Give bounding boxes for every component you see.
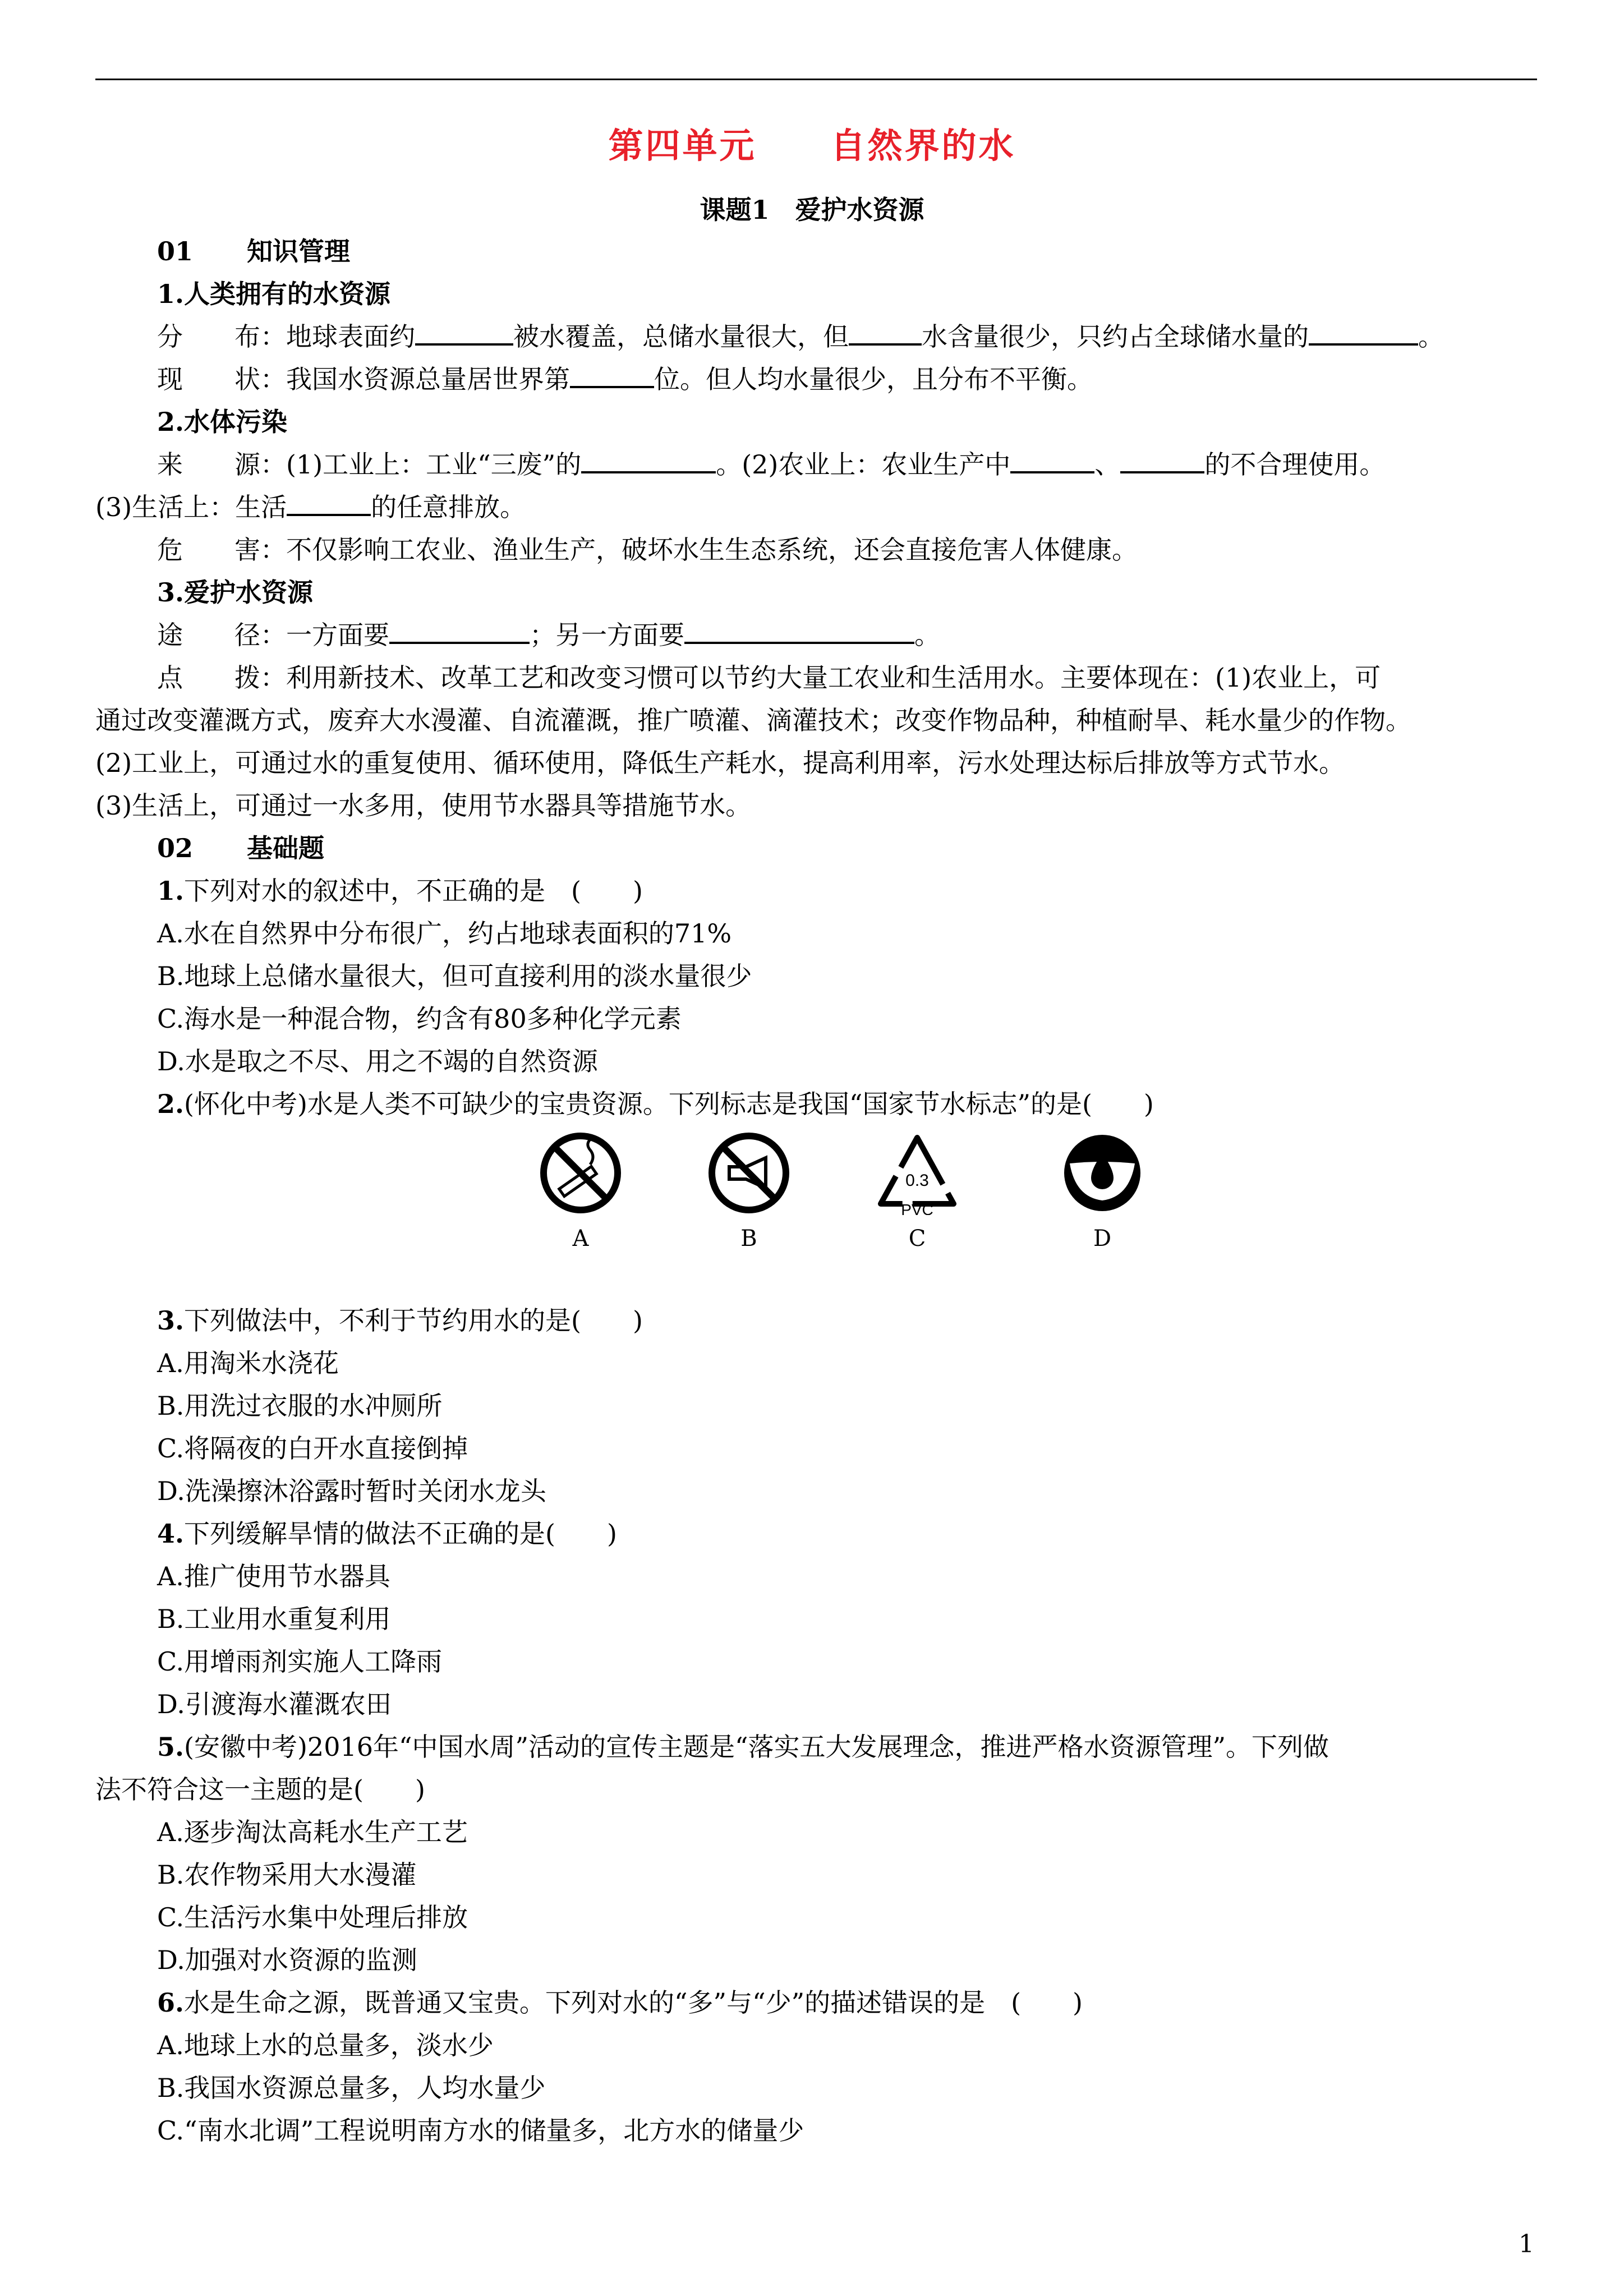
question-4: 4.下列缓解旱情的做法不正确的是( ) <box>157 1519 617 1549</box>
heading-protect-water: 3.爱护水资源 <box>157 577 314 608</box>
page-number: 1 <box>1519 2230 1534 2258</box>
source-line: 来 源：(1)工业上：工业“三废”的 。(2)农业上：农业生产中 、 的不合理使用。 <box>157 443 1537 486</box>
recycle-number: 0.3 <box>905 1171 929 1190</box>
option-a: A.推广使用节水器具 <box>157 1561 390 1591</box>
question-3: 3.下列做法中，不利于节约用水的是( ) <box>157 1305 643 1336</box>
answer-blank[interactable] <box>570 358 654 388</box>
section-heading-basic <box>157 827 1537 869</box>
section-title: 知识管理 <box>247 236 350 266</box>
harm-line: 危 害：不仅影响工农业、渔业生产，破坏水生生态系统，还会直接危害人体健康。 <box>157 535 1138 565</box>
way-line: 途 径：一方面要 ；另一方面要 。 <box>157 614 1537 656</box>
figure-option-b <box>696 1131 802 1255</box>
no-horn-icon <box>707 1131 791 1215</box>
section-number: 02 <box>157 833 194 863</box>
option-b: B.地球上总储水量很大，但可直接利用的淡水量很少 <box>157 961 752 991</box>
tip-line-2: 通过改变灌溉方式，废弃大水漫灌、自流灌溉，推广喷灌、滴灌技术；改变作物品种，种植耐旱、耗水量少的作物。 <box>95 705 1411 735</box>
tip-line-4: (3)生活上，可通过一水多用，使用节水器具等措施节水。 <box>95 790 752 821</box>
section-number: 01 <box>157 236 194 266</box>
option-a: A.逐步淘汰高耗水生产工艺 <box>157 1817 468 1847</box>
question-6: 6.水是生命之源，既普通又宝贵。下列对水的“多”与“少”的描述错误的是 ( ) <box>157 1987 1083 2018</box>
heading-water-pollution: 2.水体污染 <box>157 407 288 437</box>
status-line: 现 状：我国水资源总量居世界第 位。但人均水量很少，且分布不平衡。 <box>157 358 1537 401</box>
page-title: 第四单元 自然界的水 <box>608 125 1016 166</box>
figure-label: D <box>1093 1226 1112 1251</box>
question-1: 1.下列对水的叙述中，不正确的是 ( ) <box>157 876 643 906</box>
answer-blank[interactable] <box>415 315 513 346</box>
question-5: 5.(安徽中考)2016年“中国水周”活动的宣传主题是“落实五大发展理念，推进严格水资源管理”。下列做 <box>157 1732 1329 1762</box>
option-d: D.洗澡擦沐浴露时暂时关闭水龙头 <box>157 1476 546 1506</box>
option-c: C.将隔夜的白开水直接倒掉 <box>157 1433 468 1464</box>
figure-option-c <box>864 1131 970 1255</box>
section-heading-knowledge <box>157 230 1537 273</box>
figure-label: C <box>908 1226 926 1251</box>
answer-blank[interactable] <box>1120 443 1204 473</box>
answer-blank[interactable] <box>287 486 371 516</box>
content <box>95 230 1537 2152</box>
option-b: B.农作物采用大水漫灌 <box>157 1860 417 1890</box>
option-c: C.生活污水集中处理后排放 <box>157 1902 468 1932</box>
figure-label: B <box>740 1226 757 1251</box>
question-2: 2.(怀化中考)水是人类不可缺少的宝贵资源。下列标志是我国“国家节水标志”的是( ) <box>157 1089 1154 1119</box>
option-a: A.水在自然界中分布很广，约占地球表面积的71% <box>157 918 732 949</box>
answer-blank[interactable] <box>1010 443 1094 473</box>
option-b: B.工业用水重复利用 <box>157 1604 391 1634</box>
answer-blank[interactable] <box>389 614 530 644</box>
option-b: B.我国水资源总量多，人均水量少 <box>157 2073 546 2103</box>
lesson-subtitle: 课题1 爱护水资源 <box>700 195 924 225</box>
no-smoking-icon <box>539 1131 623 1215</box>
option-d: D.引渡海水灌溉农田 <box>157 1689 392 1719</box>
source-line-2: (3)生活上：生活 的任意排放。 <box>95 486 1537 528</box>
option-c: C.用增雨剂实施人工降雨 <box>157 1646 443 1677</box>
recycle-pvc-icon <box>869 1131 965 1215</box>
option-d: D.水是取之不尽、用之不竭的自然资源 <box>157 1046 598 1076</box>
option-a: A.用淘米水浇花 <box>157 1348 339 1378</box>
answer-blank[interactable] <box>849 315 922 346</box>
distribution-line: 分 布：地球表面约 被水覆盖，总储水量很大，但 水含量很少，只约占全球储水量的 。 <box>157 315 1537 358</box>
option-a: A.地球上水的总量多，淡水少 <box>157 2030 494 2060</box>
answer-blank[interactable] <box>581 443 716 473</box>
answer-blank[interactable] <box>684 614 914 644</box>
water-saving-icon <box>1057 1131 1147 1215</box>
option-c: C.“南水北调”工程说明南方水的储量多，北方水的储量少 <box>157 2115 804 2146</box>
option-d: D.加强对水资源的监测 <box>157 1945 417 1975</box>
section-title: 基础题 <box>247 833 324 863</box>
option-b: B.用洗过衣服的水冲厕所 <box>157 1391 443 1421</box>
figure-option-d <box>1049 1131 1156 1255</box>
question-5-cont: 法不符合这一主题的是( ) <box>95 1774 425 1805</box>
recycle-code: PVC <box>901 1201 933 1215</box>
figure-label: A <box>572 1226 589 1251</box>
option-c: C.海水是一种混合物，约含有80多种化学元素 <box>157 1004 682 1034</box>
answer-blank[interactable] <box>1309 315 1418 346</box>
symbol-figure <box>157 1131 1537 1277</box>
tip-line-1: 点 拨：利用新技术、改革工艺和改变习惯可以节约大量工农业和生活用水。主要体现在：(1)农业上，可 <box>157 662 1381 693</box>
header-rule <box>95 79 1537 80</box>
heading-water-resources: 1.人类拥有的水资源 <box>157 279 391 309</box>
tip-line-3: (2)工业上，可通过水的重复使用、循环使用，降低生产耗水，提高利用率，污水处理达标后排放等方式节水。 <box>95 748 1345 778</box>
figure-option-a <box>527 1131 634 1255</box>
